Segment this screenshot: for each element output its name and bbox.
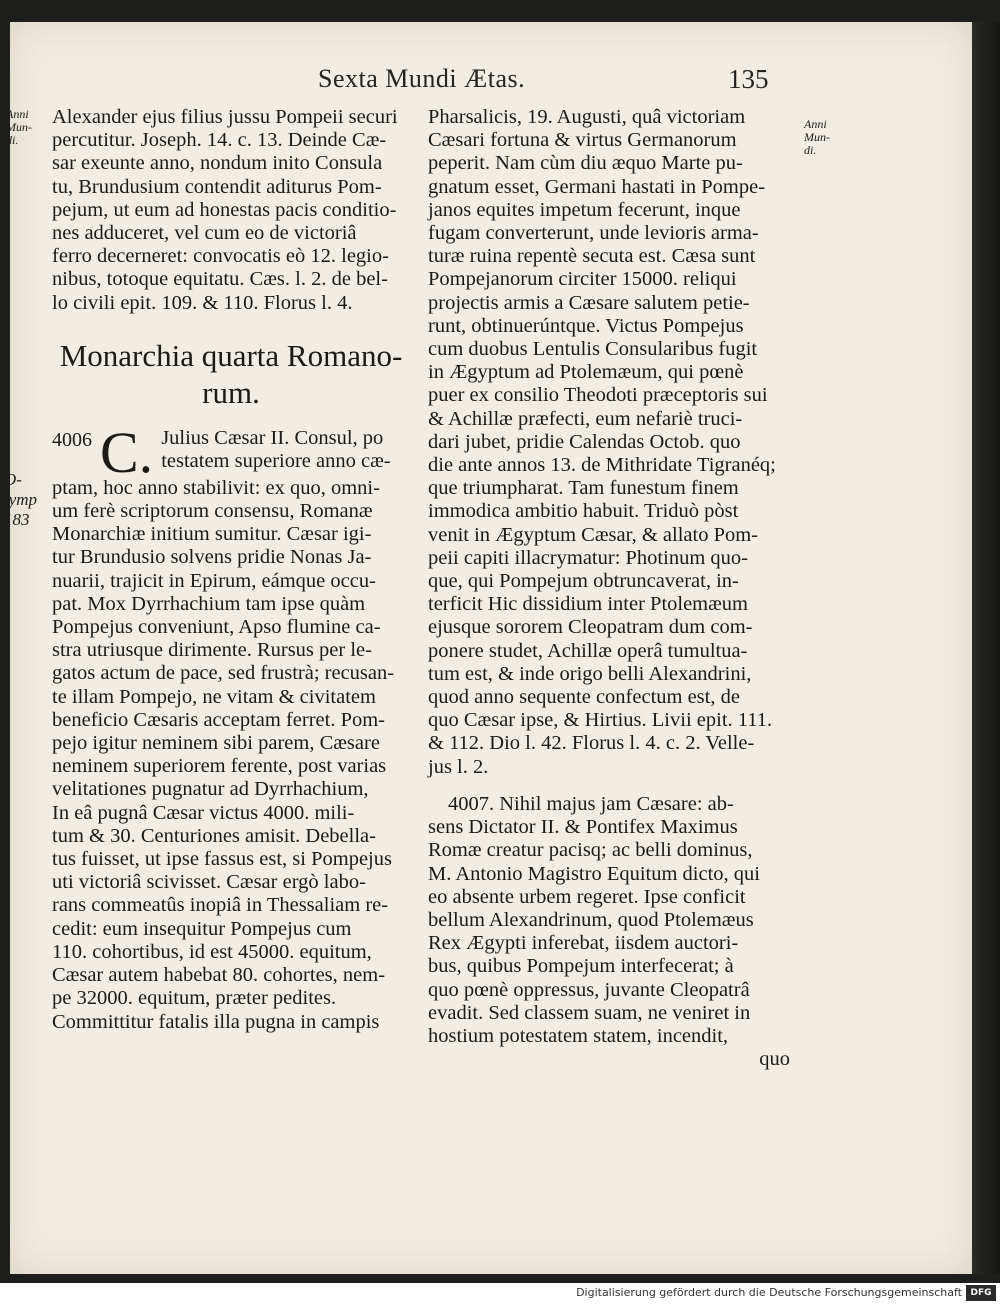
section-heading-line: rum. bbox=[202, 374, 260, 410]
text-line: bus, quibus Pompejum interfecerat; à bbox=[428, 955, 734, 978]
text-line: peii capiti illacrymatur: Photinum quo- bbox=[428, 546, 748, 569]
text-line: 4007. Nihil majus jam Cæsare: ab- bbox=[448, 792, 734, 815]
text-line: turæ ruina repentè secuta est. Cæsa sunt bbox=[428, 245, 756, 268]
text-line: Pompejus conveniunt, Apso flumine ca- bbox=[52, 616, 381, 639]
text-line: que triumpharat. Tam funestum finem bbox=[428, 477, 739, 500]
text-line: tum & 30. Centuriones amisit. Debella- bbox=[52, 824, 376, 847]
text-line: venit in Ægyptum Cæsar, & allato Pom- bbox=[428, 523, 759, 546]
text-line: Monarchiæ initium sumitur. Cæsar igi- bbox=[52, 523, 372, 546]
text-line: immodica ambitio habuit. Triduò pòst bbox=[428, 500, 739, 523]
text-line: pejum, ut eum ad honestas pacis conditio- bbox=[52, 198, 397, 221]
text-line: M. Antonio Magistro Equitum dicto, qui bbox=[428, 862, 760, 885]
text-line: peperit. Nam cùm diu æquo Marte pu- bbox=[428, 152, 743, 175]
margin-note-line: di. bbox=[804, 143, 817, 157]
text-line: que, qui Pompejum obtruncaverat, in- bbox=[428, 570, 739, 593]
text-line: ferro decerneret: convocatis eò 12. legio- bbox=[52, 245, 389, 268]
text-line: ejusque sororem Cleopatram dum com- bbox=[428, 616, 753, 639]
text-line: evadit. Sed classem suam, ne veniret in bbox=[428, 1001, 751, 1024]
text-line: tum est, & inde origo belli Alexandrini, bbox=[428, 662, 752, 685]
text-line: ponere studet, Achillæ operâ tumultua- bbox=[428, 639, 748, 662]
digitization-footer bbox=[0, 1283, 1000, 1304]
text-line: quo Cæsar ipse, & Hirtius. Livii epit. 111. bbox=[428, 709, 773, 732]
text-line: velitationes pugnatur ad Dyrrhachium, bbox=[52, 778, 369, 801]
margin-note-anni-mundi-left bbox=[6, 108, 32, 147]
text-line: hostium potestatem statem, incendit, bbox=[428, 1024, 729, 1047]
text-line: rans commeatûs inopiâ in Thessaliam re- bbox=[52, 894, 389, 917]
text-line: Pharsalicis, 19. Augusti, quâ victoriam bbox=[428, 106, 746, 128]
text-line: tus fuisset, ut ipse fassus est, si Pompejus bbox=[52, 848, 392, 871]
margin-note-line: O- bbox=[4, 470, 22, 489]
text-line: pat. Mox Dyrrhachium tam ipse quàm bbox=[52, 592, 366, 615]
funding-notice: Digitalisierung gefördert durch die Deutsche Forschungsgemeinschaft bbox=[576, 1286, 962, 1299]
drop-capital: C. bbox=[100, 419, 154, 485]
text-line: eo absente urbem regeret. Ipse conficit bbox=[428, 885, 746, 908]
year-number: 4006 bbox=[52, 428, 92, 451]
text-line: neminem superiorem ferente, post varias bbox=[52, 755, 387, 778]
text-line: jus l. 2. bbox=[428, 755, 489, 778]
margin-note-line: Mun- bbox=[804, 130, 830, 144]
text-line: Cæsari fortuna & virtus Germanorum bbox=[428, 129, 737, 152]
text-line: quod anno sequente confectum est, de bbox=[428, 686, 740, 709]
text-line: bellum Alexandrinum, quod Ptolemæus bbox=[428, 908, 754, 931]
text-line: Pompejanorum circiter 15000. reliqui bbox=[428, 268, 737, 291]
text-line: stra utriusque dirimente. Rursus per le- bbox=[52, 639, 372, 662]
text-line: projectis armis a Cæsare salutem petie- bbox=[428, 291, 750, 314]
page-number: 135 bbox=[728, 64, 769, 94]
text-line: lo civili epit. 109. & 110. Florus l. 4. bbox=[52, 291, 353, 314]
paragraph-gap bbox=[428, 779, 794, 793]
margin-note-line: di. bbox=[6, 133, 19, 147]
text-line: gnatum esset, Germani hastati in Pompe- bbox=[428, 175, 766, 198]
text-line: 110. cohortibus, id est 45000. equitum, bbox=[52, 940, 372, 963]
text-line: cum duobus Lentulis Consularibus fugit bbox=[428, 338, 758, 361]
text-line: Julius Cæsar II. Consul, po bbox=[161, 426, 384, 449]
right-column bbox=[428, 106, 794, 1071]
text-line: testatem superiore anno cæ- bbox=[161, 450, 391, 473]
text-line: cedit: eum insequitur Pompejus cum bbox=[52, 917, 352, 940]
text-line: pe 32000. equitum, præter pedites. bbox=[52, 987, 337, 1010]
margin-note-line: Anni bbox=[804, 117, 827, 131]
text-line: sar exeunte anno, nondum inito Consula bbox=[52, 152, 383, 175]
text-line: & Achillæ præfecti, eum nefariè truci- bbox=[428, 407, 743, 430]
text-line: nes adduceret, vel cum eo de victoriâ bbox=[52, 222, 357, 245]
margin-note-line: Anni bbox=[6, 107, 29, 121]
page-edge bbox=[972, 22, 1000, 1274]
text-line: tu, Brundusium contendit aditurus Pom- bbox=[52, 175, 382, 198]
text-line: janos equites impetum fecerunt, inque bbox=[428, 198, 741, 221]
text-line: die ante annos 13. de Mithridate Tigranéq; bbox=[428, 454, 776, 477]
margin-note-line: Mun- bbox=[6, 120, 32, 134]
text-line: In eâ pugnâ Cæsar victus 4000. mili- bbox=[52, 801, 355, 824]
text-line: Rex Ægypti inferebat, iisdem auctori- bbox=[428, 932, 739, 955]
text-line: uti victoriâ scivisset. Cæsar ergò labo- bbox=[52, 871, 366, 894]
text-line: te illam Pompejo, ne vitam & civitatem bbox=[52, 685, 376, 708]
text-line: Cæsar autem habebat 80. cohortes, nem- bbox=[52, 964, 386, 987]
margin-note-olympiad bbox=[4, 470, 37, 530]
section-heading bbox=[52, 337, 410, 411]
margin-note-line: lymp bbox=[4, 490, 38, 509]
margin-note-anni-mundi-right bbox=[804, 118, 830, 157]
entry-4006 bbox=[52, 419, 410, 1034]
text-line: & 112. Dio l. 42. Florus l. 4. c. 2. Velle- bbox=[428, 732, 755, 755]
left-column bbox=[52, 106, 410, 1034]
text-line: nuarii, trajicit in Epirum, eámque occu- bbox=[52, 569, 376, 592]
text-line: fugam converterunt, unde levioris arma- bbox=[428, 222, 759, 245]
text-line: pejo igitur neminem sibi parem, Cæsare bbox=[52, 732, 380, 755]
margin-note-line: 183 bbox=[4, 510, 30, 529]
text-line: terficit Hic dissidium inter Ptolemæum bbox=[428, 593, 748, 616]
text-line: beneficio Cæsaris acceptam ferret. Pom- bbox=[52, 708, 385, 731]
text-line: dari jubet, pridie Calendas Octob. quo bbox=[428, 430, 741, 453]
text-line: ptam, hoc anno stabilivit: ex quo, omni- bbox=[52, 476, 380, 499]
text-line: Alexander ejus filius jussu Pompeii securi bbox=[52, 106, 398, 128]
text-line: percutitur. Joseph. 14. c. 13. Deinde Cæ- bbox=[52, 129, 387, 152]
text-line: gatos actum de pace, sed frustrà; recusan- bbox=[52, 662, 395, 685]
page-title: Sexta Mundi Ætas. bbox=[318, 64, 526, 93]
catchword: quo bbox=[759, 1048, 790, 1071]
text-line: sens Dictator II. & Pontifex Maximus bbox=[428, 816, 738, 839]
text-line: Romæ creatur pacisq; ac belli dominus, bbox=[428, 839, 753, 862]
text-line: um ferè scriptorum consensu, Romanæ bbox=[52, 500, 373, 523]
dfg-logo: DFG bbox=[966, 1285, 996, 1301]
text-line: tur Brundusio solvens pridie Nonas Ja- bbox=[52, 546, 372, 569]
text-line: runt, obtinuerúntque. Victus Pompejus bbox=[428, 314, 744, 337]
text-line: in Ægyptum ad Ptolemæum, qui pœnè bbox=[428, 361, 744, 384]
text-line: Committitur fatalis illa pugna in campis bbox=[52, 1010, 380, 1033]
text-line: quo pœnè oppressus, juvante Cleopatrâ bbox=[428, 978, 750, 1001]
section-heading-line: Monarchia quarta Romano- bbox=[59, 337, 403, 373]
text-line: nibus, totoque equitatu. Cæs. l. 2. de bel- bbox=[52, 268, 388, 291]
text-line: puer ex consilio Theodoti præceptoris sui bbox=[428, 384, 768, 407]
